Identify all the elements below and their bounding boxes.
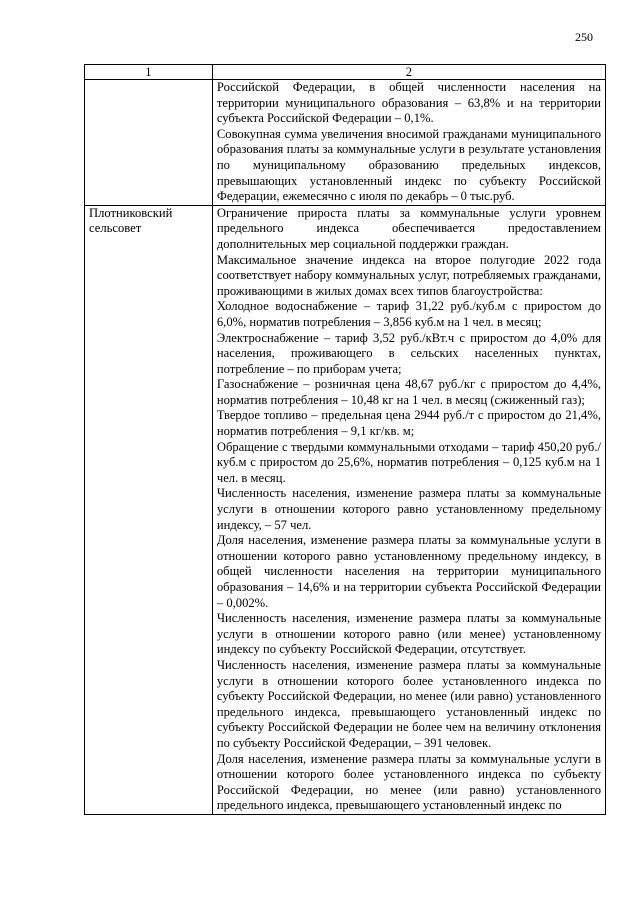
municipality-cell: [85, 80, 213, 206]
column-header-1: 1: [85, 65, 213, 80]
page-number: 250: [575, 30, 593, 44]
table-header-row: [85, 65, 606, 80]
description-cell: [212, 205, 605, 814]
paragraph: Холодное водоснабжение – тариф 31,22 руб./куб.м с приростом до 6,0%, норматив потребления – 3,856 куб.м на 1 чел. в месяц;: [216, 299, 601, 329]
paragraph: Обращение с твердыми коммунальными отходами – тариф 450,20 руб./куб.м с приростом до 25,6%, норматив потребления – 0,125 куб.м на 1 чел. в месяц.: [216, 439, 601, 485]
paragraph: Газоснабжение – розничная цена 48,67 руб./кг с приростом до 4,4%, норматив потребления – 10,48 кг на 1 чел. в месяц (сжиженный газ);: [216, 377, 601, 407]
paragraph: Численность населения, изменение размера платы за коммунальные услуги в отношении которого более установленного индекса по субъекту Российской Федерации, но менее (или равно) установленного предельного индекса, превышающего установленный индекс по субъекту Российской Федерации не более чем на величину отклонения по субъекту Российской Федерации, – 391 человек.: [216, 657, 601, 750]
paragraph: Совокупная сумма увеличения вносимой гражданами муниципального образования платы за коммунальные услуги в результате установления по муниципальному образованию предельных индексов, превышающих установленный индекс по субъекту Российской Федерации, ежемесячно с июля по декабрь – 0 тыс.руб.: [216, 126, 601, 204]
description-cell: [212, 80, 605, 206]
paragraph: Численность населения, изменение размера платы за коммунальные услуги в отношении которого равно (или менее) установленному индексу по субъекту Российской Федерации, отсутствует.: [216, 611, 601, 657]
document-table: [84, 64, 606, 815]
paragraph: Численность населения, изменение размера платы за коммунальные услуги в отношении которого равно установленному предельному индексу, – 57 чел.: [216, 486, 601, 532]
paragraph: Твердое топливо – предельная цена 2944 руб./т с приростом до 21,4%, норматив потребления – 9,1 кг/кв. м;: [216, 408, 601, 439]
paragraph: Электроснабжение – тариф 3,52 руб./кВт.ч с приростом до 4,0% для населения, проживающего в сельских населенных пунктах, потребление – по приборам учета;: [216, 330, 601, 376]
paragraph: Доля населения, изменение размера платы за коммунальные услуги в отношении которого равно установленному предельному индексу, в общей численности населения на территории муниципального образования – 14,6% и на территории субъекта Российской Федерации – 0,002%.: [216, 533, 601, 610]
paragraph: Максимальное значение индекса на второе полугодие 2022 года соответствует набору коммунальных услуг, потребляемых гражданами, проживающими в жилых домах всех типов благоустройства:: [216, 252, 601, 298]
table-row: [85, 80, 606, 206]
table-row: [85, 205, 606, 814]
paragraph: Доля населения, изменение размера платы за коммунальные услуги в отношении которого более установленного индекса по субъекту Российской Федерации, но менее (или равно) установленного предельного индекса, превышающего установленный индекс по: [216, 751, 601, 813]
column-header-2: 2: [212, 65, 605, 80]
paragraph: Российской Федерации, в общей численности населения на территории муниципального образования – 63,8% и на территории субъекта Российской Федерации – 0,1%.: [216, 80, 601, 126]
municipality-cell: Плотниковский сельсовет: [85, 205, 213, 814]
paragraph: Ограничение прироста платы за коммунальные услуги уровнем предельного индекса обеспечивается предоставлением дополнительных мер социальной поддержки граждан.: [216, 205, 601, 251]
